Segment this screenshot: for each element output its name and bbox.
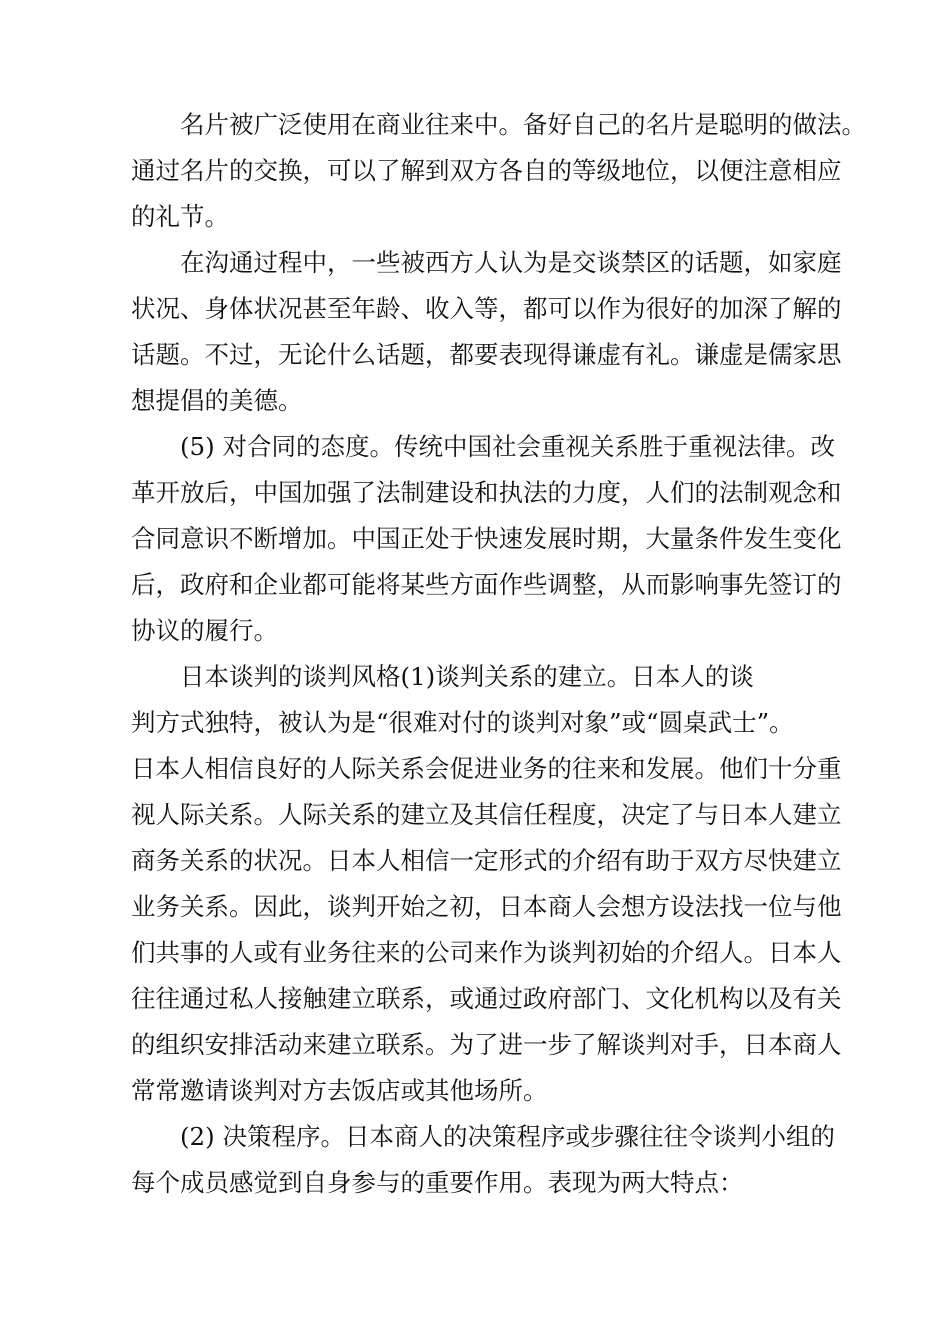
text-line: 合同意识不断增加。中国正处于快速发展时期，大量条件发生变化 xyxy=(131,524,842,553)
text-line: 判方式独特，被认为是“很难对付的谈判对象”或“圆桌武士”。 xyxy=(131,708,794,737)
text-line: (2) 决策程序。日本商人的决策程序或步骤往往令谈判小组的 xyxy=(180,1122,835,1151)
text-line: 业务关系。因此，谈判开始之初，日本商人会想方设法找一位与他 xyxy=(131,892,842,921)
text-line: 往往通过私人接触建立联系，或通过政府部门、文化机构以及有关 xyxy=(131,984,842,1013)
text-line: 在沟通过程中，一些被西方人认为是交谈禁区的话题，如家庭 xyxy=(180,248,842,277)
document-body xyxy=(131,102,866,1206)
text-line: 状况、身体状况甚至年龄、收入等，都可以作为很好的加深了解的 xyxy=(131,294,842,323)
text-line: 的礼节。 xyxy=(131,202,229,231)
text-line: 视人际关系。人际关系的建立及其信任程度，决定了与日本人建立 xyxy=(131,800,842,829)
text-line: 的组织安排活动来建立联系。为了进一步了解谈判对手，日本商人 xyxy=(131,1030,842,1059)
text-line: 常常邀请谈判对方去饭店或其他场所。 xyxy=(131,1076,548,1105)
text-line: (5) 对合同的态度。传统中国社会重视关系胜于重视法律。改 xyxy=(180,432,835,461)
text-line: 通过名片的交换，可以了解到双方各自的等级地位，以便注意相应 xyxy=(131,156,842,185)
text-line: 协议的履行。 xyxy=(131,616,278,645)
text-line: 们共事的人或有业务往来的公司来作为谈判初始的介绍人。日本人 xyxy=(131,938,842,967)
text-line: 日本人相信良好的人际关系会促进业务的往来和发展。他们十分重 xyxy=(131,754,842,783)
text-line: 每个成员感觉到自身参与的重要作用。表现为两大特点： xyxy=(131,1168,744,1197)
text-line: 商务关系的状况。日本人相信一定形式的介绍有助于双方尽快建立 xyxy=(131,846,842,875)
text-line: 革开放后，中国加强了法制建设和执法的力度，人们的法制观念和 xyxy=(131,478,842,507)
text-line: 想提倡的美德。 xyxy=(131,386,303,415)
text-line: 话题。不过，无论什么话题，都要表现得谦虚有礼。谦虚是儒家思 xyxy=(131,340,842,369)
text-line: 后，政府和企业都可能将某些方面作些调整，从而影响事先签订的 xyxy=(131,570,842,599)
text-line: 日本谈判的谈判风格(1)谈判关系的建立。日本人的谈 xyxy=(180,662,754,691)
text-line: 名片被广泛使用在商业往来中。备好自己的名片是聪明的做法。 xyxy=(180,110,866,139)
